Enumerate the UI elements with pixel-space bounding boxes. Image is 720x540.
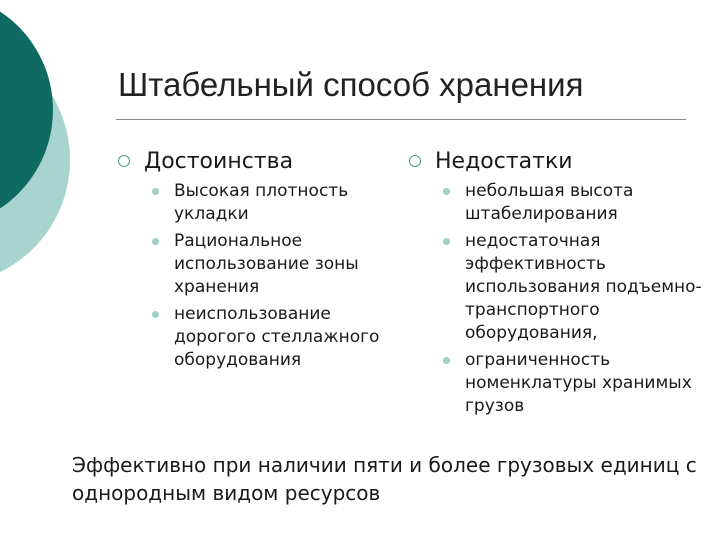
advantages-heading <box>114 146 404 176</box>
hollow-bullet-icon <box>118 155 130 167</box>
disadvantages-list <box>405 180 705 418</box>
dot-bullet-icon <box>152 311 159 318</box>
list-item-text: неиспользование дорогого стеллажного оборудования <box>174 304 380 370</box>
list-item-text: небольшая высота штабелирования <box>465 181 634 224</box>
dot-bullet-icon <box>443 188 450 195</box>
disadvantages-heading-label: Недостатки <box>435 148 573 174</box>
list-item <box>405 230 705 345</box>
decorative-circles <box>0 0 90 300</box>
dot-bullet-icon <box>443 238 450 245</box>
list-item <box>114 180 404 226</box>
advantages-heading-label: Достоинства <box>144 148 294 174</box>
hollow-bullet-icon <box>409 155 421 167</box>
list-item <box>405 349 705 418</box>
advantages-list <box>114 180 404 372</box>
slide-title: Штабельный способ хранения <box>118 66 584 103</box>
summary-note: Эффективно при наличии пяти и более грузовых единиц с однородным видом ресурсов <box>72 453 697 505</box>
dot-bullet-icon <box>152 188 159 195</box>
list-item-text: недостаточная эффективность использования подъемно-транспортного оборудования, <box>465 231 702 343</box>
advantages-column <box>114 146 404 376</box>
disadvantages-heading <box>405 146 705 176</box>
list-item-text: Рациональное использование зоны хранения <box>174 231 359 297</box>
list-item-text: Высокая плотность укладки <box>174 181 349 224</box>
list-item <box>405 180 705 226</box>
disadvantages-column <box>405 146 705 422</box>
list-item-text: ограниченность номенклатуры хранимых грузов <box>465 350 692 416</box>
dot-bullet-icon <box>152 238 159 245</box>
list-item <box>114 303 404 372</box>
title-divider <box>116 119 686 120</box>
list-item <box>114 230 404 299</box>
dot-bullet-icon <box>443 357 450 364</box>
